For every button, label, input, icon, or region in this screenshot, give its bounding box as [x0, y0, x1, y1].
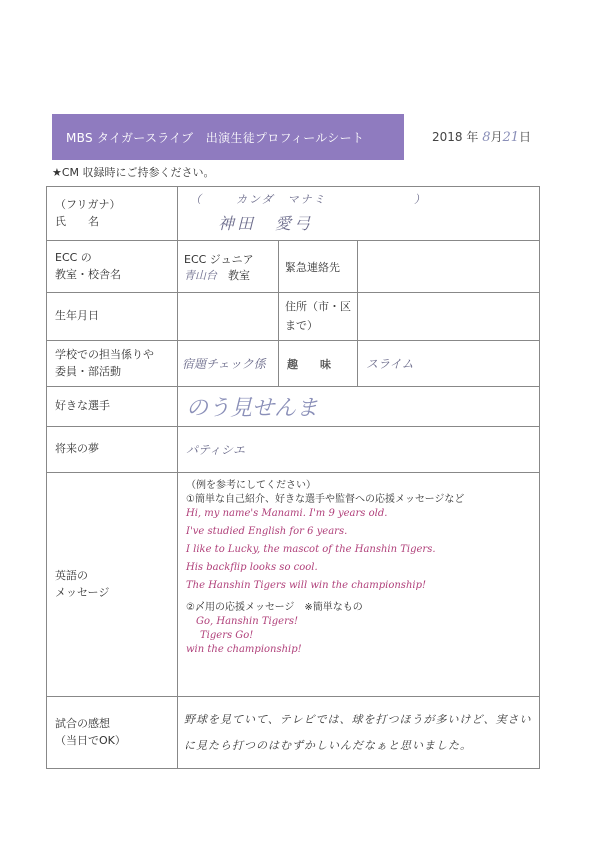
cheer-line: win the championship! [186, 644, 302, 655]
english-line: I've studied English for 6 years. [186, 526, 348, 537]
role-value: 宿題チェック係 [182, 357, 266, 371]
address-label: 住所（市・区 まで） [279, 293, 358, 341]
name-value: 神田 愛弓 [218, 214, 314, 233]
player-label: 好きな選手 [47, 387, 178, 427]
english-line: His backflip looks so cool. [186, 562, 318, 573]
role-row [47, 341, 540, 387]
player-field[interactable] [178, 387, 540, 427]
english-example-note: （例を参考にしてください） [186, 480, 316, 491]
english-row [47, 473, 540, 697]
player-value: のう見せんま [186, 396, 319, 421]
notice-text: ★CM 収録時にご持参ください。 [52, 166, 215, 179]
hobby-value: スライム [366, 357, 414, 371]
cheer-line: Go, Hanshin Tigers! [196, 616, 298, 627]
cheer-line: Tigers Go! [200, 630, 254, 641]
role-label: 学校での担当係りや 委員・部活動 [47, 341, 178, 387]
english-line: I like to Lucky, the mascot of the Hanshin Tigers. [186, 544, 436, 555]
birth-label: 生年月日 [47, 293, 178, 341]
sheet-title-bar [52, 114, 404, 160]
hobby-field[interactable] [358, 341, 540, 387]
date-day: 21 [502, 130, 520, 145]
dream-value: パティシエ [186, 443, 246, 457]
name-row [47, 187, 540, 241]
role-field[interactable] [178, 341, 279, 387]
furigana-value: カンダ マナミ [236, 193, 327, 206]
dream-row [47, 427, 540, 473]
english-instruction-1: ①簡単な自己紹介、好きな選手や監督への応援メッセージなど [186, 494, 465, 505]
name-label: （フリガナ） 氏 名 [47, 187, 178, 241]
impression-label: 試合の感想 （当日でOK） [47, 697, 178, 769]
school-label: ECC の 教室・校舎名 [47, 241, 178, 293]
dream-field[interactable] [178, 427, 540, 473]
impression-row [47, 697, 540, 769]
english-field[interactable] [178, 473, 540, 697]
sheet-title: MBS タイガースライブ 出演生徒プロフィールシート [66, 130, 365, 145]
school-field[interactable]: ECC ジュニア 青山台 教室 [178, 241, 279, 293]
name-field[interactable]: （ カンダ マナミ ） 神田 愛弓 [178, 187, 540, 241]
english-instruction-2: ②〆用の応援メッセージ ※簡単なもの [186, 602, 363, 613]
address-field[interactable] [358, 293, 540, 341]
english-label: 英語の メッセージ [47, 473, 178, 697]
emergency-label: 緊急連絡先 [279, 241, 358, 293]
birth-row [47, 293, 540, 341]
impression-field[interactable] [178, 697, 540, 769]
emergency-field[interactable] [358, 241, 540, 293]
english-line: The Hanshin Tigers will win the championship! [186, 580, 426, 591]
dream-label: 将来の夢 [47, 427, 178, 473]
english-line: Hi, my name's Manami. I'm 9 years old. [186, 508, 388, 519]
profile-form [46, 186, 540, 769]
player-row [47, 387, 540, 427]
sheet-date: 2018 年 8月21日 [432, 130, 532, 145]
impression-value: 野球を見ていて、テレビでは、球を打つほうが多いけど、実さいに見たら打つのはむずかしいんだなぁと思いました。 [184, 712, 532, 752]
birth-field[interactable] [178, 293, 279, 341]
date-month: 8 [482, 130, 491, 145]
school-value: 青山台 [184, 268, 217, 282]
school-row [47, 241, 540, 293]
hobby-label: 趣 味 [279, 341, 358, 387]
